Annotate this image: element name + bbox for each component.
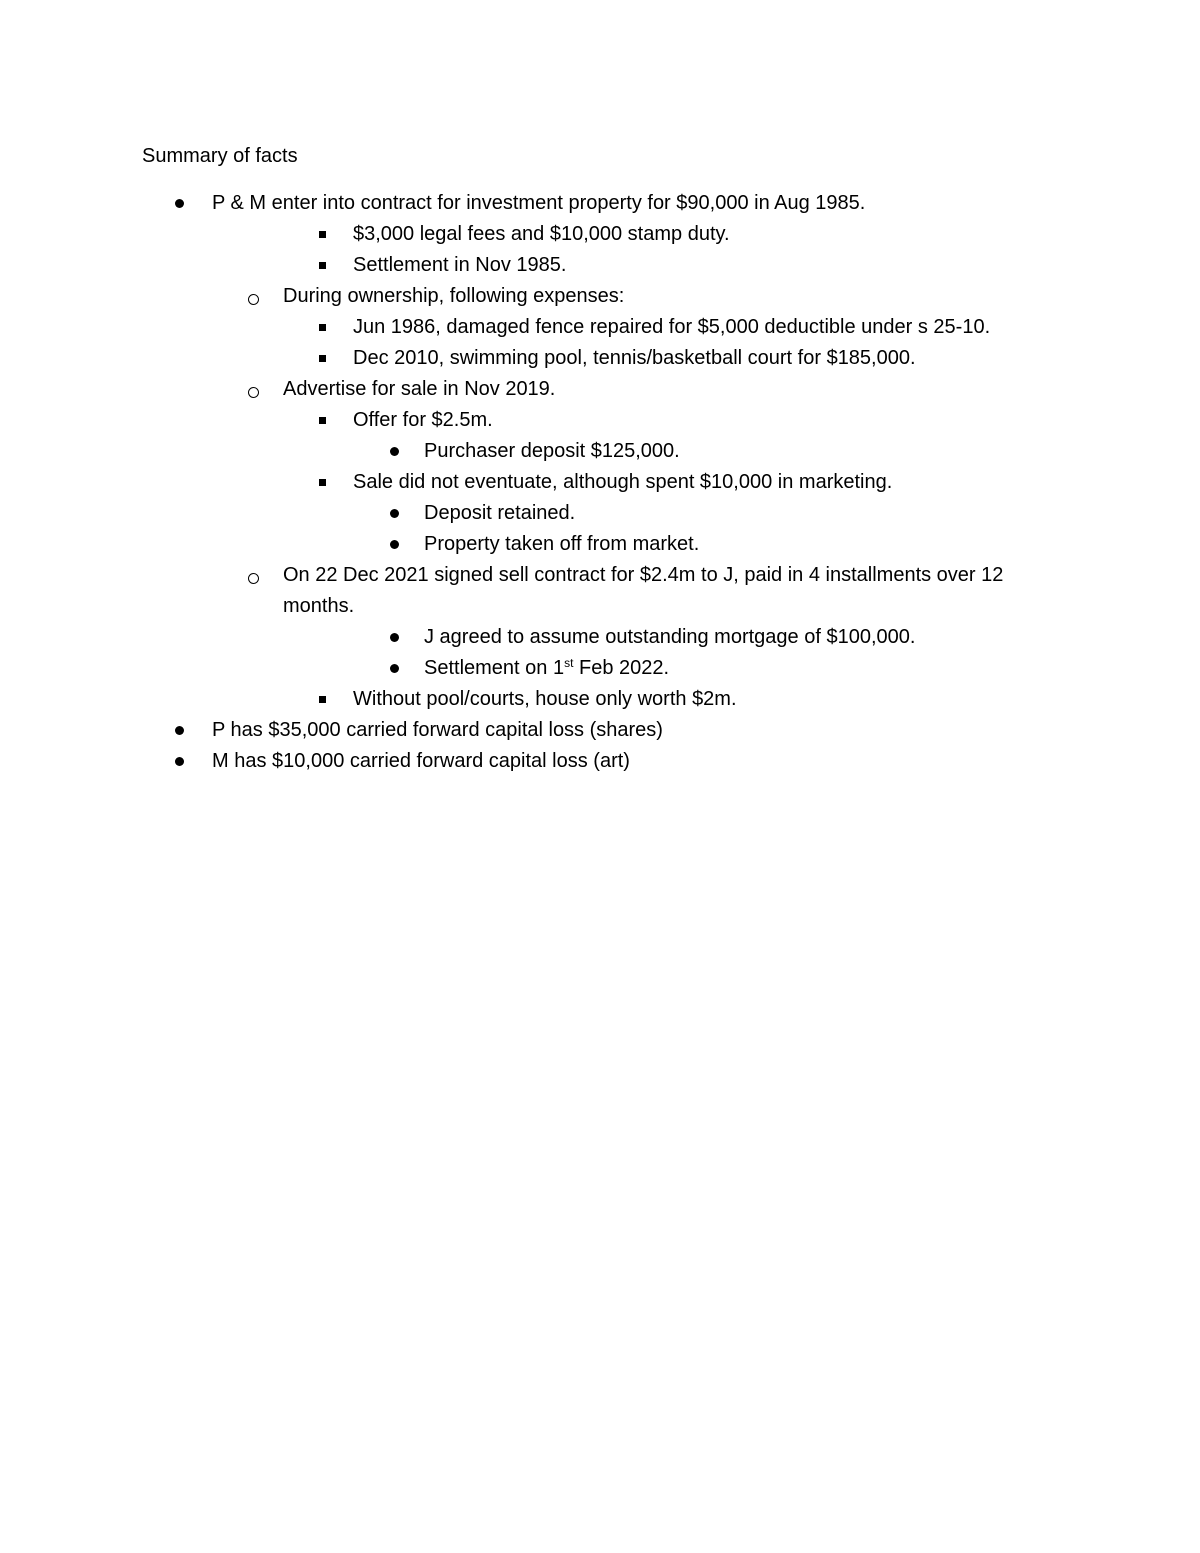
bullet-dot-icon (390, 509, 399, 518)
list-item-text: On 22 Dec 2021 signed sell contract for $2.4m to J, paid in 4 installments over 12 (283, 564, 1004, 586)
list-item (0, 529, 1200, 560)
bullet-square-icon (319, 231, 326, 238)
list-item (0, 188, 1200, 219)
list-item-text: J agreed to assume outstanding mortgage of $100,000. (424, 626, 916, 648)
bullet-circle-icon (248, 294, 259, 305)
list-item (0, 591, 1200, 622)
list-item-text: Advertise for sale in Nov 2019. (283, 378, 556, 400)
ordinal-superscript: st (564, 656, 574, 670)
bullet-dot-icon (175, 726, 184, 735)
bullet-dot-icon (390, 447, 399, 456)
list-item (0, 653, 1200, 684)
list-item (0, 498, 1200, 529)
list-item-text: Property taken off from market. (424, 533, 700, 555)
list-item-text: Jun 1986, damaged fence repaired for $5,000 deductible under s 25-10. (353, 316, 991, 338)
list-item (0, 250, 1200, 281)
list-item-text: P & M enter into contract for investment property for $90,000 in Aug 1985. (212, 192, 866, 214)
list-item-text: During ownership, following expenses: (283, 285, 625, 307)
bullet-square-icon (319, 262, 326, 269)
bullet-square-icon (319, 479, 326, 486)
list-item (0, 281, 1200, 312)
bullet-dot-icon (175, 199, 184, 208)
list-item (0, 343, 1200, 374)
list-item (0, 405, 1200, 436)
list-item (0, 374, 1200, 405)
list-item (0, 467, 1200, 498)
list-item-text: P has $35,000 carried forward capital loss (shares) (212, 719, 663, 741)
bullet-square-icon (319, 324, 326, 331)
bullet-circle-icon (248, 387, 259, 398)
list-item-text: Purchaser deposit $125,000. (424, 440, 680, 462)
list-item (0, 219, 1200, 250)
bullet-square-icon (319, 696, 326, 703)
list-item-text: Sale did not eventuate, although spent $10,000 in marketing. (353, 471, 893, 493)
list-item-text: months. (283, 595, 355, 617)
list-item-text: $3,000 legal fees and $10,000 stamp duty. (353, 223, 730, 245)
list-item (0, 560, 1200, 591)
list-item (0, 684, 1200, 715)
bullet-circle-icon (248, 573, 259, 584)
list-item (0, 746, 1200, 777)
list-item (0, 312, 1200, 343)
bullet-square-icon (319, 355, 326, 362)
bullet-dot-icon (175, 757, 184, 766)
bullet-dot-icon (390, 664, 399, 673)
document-heading: Summary of facts (142, 145, 298, 167)
list-item (0, 715, 1200, 746)
list-item (0, 436, 1200, 467)
list-item-text: M has $10,000 carried forward capital loss (art) (212, 750, 630, 772)
list-item-text: Settlement on 1st Feb 2022. (424, 656, 670, 679)
list-item-text: Offer for $2.5m. (353, 409, 493, 431)
bullet-dot-icon (390, 633, 399, 642)
list-item-text: Deposit retained. (424, 502, 576, 524)
list-item-text: Settlement in Nov 1985. (353, 254, 567, 276)
bullet-dot-icon (390, 540, 399, 549)
list-item-text: Without pool/courts, house only worth $2m. (353, 688, 737, 710)
bullet-square-icon (319, 417, 326, 424)
list-item-text: Dec 2010, swimming pool, tennis/basketball court for $185,000. (353, 347, 916, 369)
list-item (0, 622, 1200, 653)
